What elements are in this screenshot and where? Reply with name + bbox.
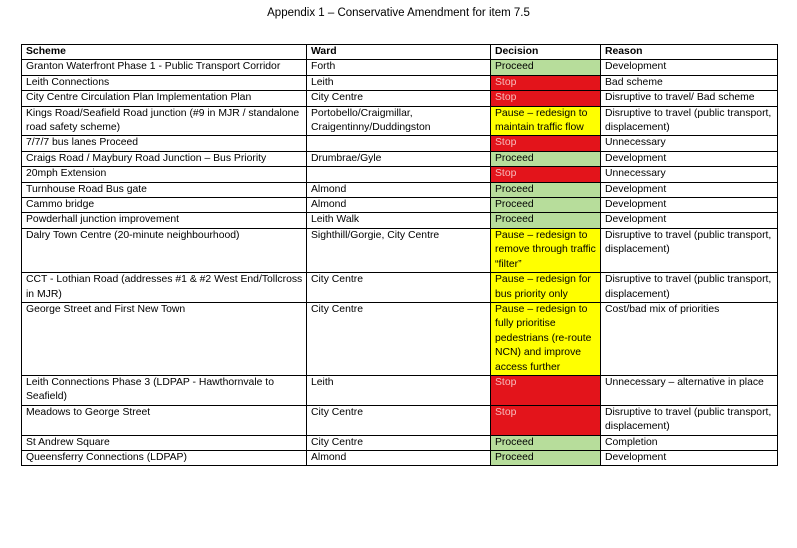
- decision-cell: Pause – redesign for bus priority only: [491, 273, 601, 303]
- ward-cell: City Centre: [307, 91, 491, 106]
- table-row: [22, 273, 778, 303]
- scheme-cell: 7/7/7 bus lanes Proceed: [22, 136, 307, 151]
- ward-cell: City Centre: [307, 435, 491, 450]
- ward-cell: Almond: [307, 182, 491, 197]
- scheme-cell: Dalry Town Centre (20-minute neighbourhood): [22, 228, 307, 272]
- ward-cell: [307, 136, 491, 151]
- schemes-table: [21, 44, 778, 466]
- table-row: [22, 91, 778, 106]
- reason-cell: Disruptive to travel (public transport, displacement): [601, 405, 778, 435]
- decision-cell: Pause – redesign to maintain traffic flow: [491, 106, 601, 136]
- ward-cell: Leith Walk: [307, 213, 491, 228]
- reason-cell: Development: [601, 198, 778, 213]
- scheme-cell: George Street and First New Town: [22, 302, 307, 375]
- ward-cell: City Centre: [307, 405, 491, 435]
- reason-cell: Unnecessary: [601, 136, 778, 151]
- table-row: [22, 151, 778, 166]
- decision-cell: Proceed: [491, 151, 601, 166]
- ward-cell: Sighthill/Gorgie, City Centre: [307, 228, 491, 272]
- table-row: [22, 75, 778, 90]
- scheme-cell: Kings Road/Seafield Road junction (#9 in MJR / standalone road safety scheme): [22, 106, 307, 136]
- table-row: [22, 60, 778, 75]
- decision-cell: Proceed: [491, 182, 601, 197]
- decision-cell: Stop: [491, 405, 601, 435]
- table-row: [22, 136, 778, 151]
- ward-cell: Leith: [307, 75, 491, 90]
- reason-cell: Disruptive to travel/ Bad scheme: [601, 91, 778, 106]
- reason-cell: Development: [601, 151, 778, 166]
- decision-cell: Stop: [491, 167, 601, 182]
- ward-cell: Leith: [307, 375, 491, 405]
- scheme-cell: St Andrew Square: [22, 435, 307, 450]
- reason-cell: Completion: [601, 435, 778, 450]
- decision-cell: Proceed: [491, 198, 601, 213]
- scheme-cell: City Centre Circulation Plan Implementation Plan: [22, 91, 307, 106]
- scheme-cell: Queensferry Connections (LDPAP): [22, 450, 307, 465]
- reason-cell: Disruptive to travel (public transport, displacement): [601, 228, 778, 272]
- decision-cell: Stop: [491, 91, 601, 106]
- reason-cell: Development: [601, 450, 778, 465]
- table-row: [22, 106, 778, 136]
- scheme-cell: Leith Connections Phase 3 (LDPAP - Hawthornvale to Seafield): [22, 375, 307, 405]
- decision-cell: Pause – redesign to fully prioritise pedestrians (re-route NCN) and improve access further: [491, 302, 601, 375]
- header-reason: Reason: [601, 45, 778, 60]
- ward-cell: Portobello/Craigmillar, Craigentinny/Duddingston: [307, 106, 491, 136]
- decision-cell: Proceed: [491, 435, 601, 450]
- table-row: [22, 302, 778, 375]
- decision-cell: Stop: [491, 375, 601, 405]
- scheme-cell: Powderhall junction improvement: [22, 213, 307, 228]
- reason-cell: Development: [601, 182, 778, 197]
- page-title: Appendix 1 – Conservative Amendment for item 7.5: [267, 7, 530, 19]
- ward-cell: Almond: [307, 450, 491, 465]
- scheme-cell: Craigs Road / Maybury Road Junction – Bus Priority: [22, 151, 307, 166]
- reason-cell: Unnecessary – alternative in place: [601, 375, 778, 405]
- scheme-cell: Meadows to George Street: [22, 405, 307, 435]
- ward-cell: City Centre: [307, 302, 491, 375]
- reason-cell: Development: [601, 60, 778, 75]
- decision-cell: Proceed: [491, 60, 601, 75]
- header-ward: Ward: [307, 45, 491, 60]
- table-row: [22, 375, 778, 405]
- table-row: [22, 405, 778, 435]
- reason-cell: Disruptive to travel (public transport, displacement): [601, 273, 778, 303]
- table-body: [22, 60, 778, 466]
- scheme-cell: Leith Connections: [22, 75, 307, 90]
- table-row: [22, 228, 778, 272]
- table-row: [22, 167, 778, 182]
- decision-cell: Proceed: [491, 213, 601, 228]
- scheme-cell: Turnhouse Road Bus gate: [22, 182, 307, 197]
- decision-cell: Stop: [491, 136, 601, 151]
- table-row: [22, 182, 778, 197]
- scheme-cell: CCT - Lothian Road (addresses #1 & #2 West End/Tollcross in MJR): [22, 273, 307, 303]
- ward-cell: Forth: [307, 60, 491, 75]
- decision-cell: Pause – redesign to remove through traffic “filter”: [491, 228, 601, 272]
- scheme-cell: Cammo bridge: [22, 198, 307, 213]
- table-row: [22, 450, 778, 465]
- reason-cell: Unnecessary: [601, 167, 778, 182]
- decision-cell: Proceed: [491, 450, 601, 465]
- table-row: [22, 213, 778, 228]
- header-scheme: Scheme: [22, 45, 307, 60]
- reason-cell: Disruptive to travel (public transport, displacement): [601, 106, 778, 136]
- reason-cell: Cost/bad mix of priorities: [601, 302, 778, 375]
- header-decision: Decision: [491, 45, 601, 60]
- table-row: [22, 435, 778, 450]
- ward-cell: Almond: [307, 198, 491, 213]
- decision-cell: Stop: [491, 75, 601, 90]
- scheme-cell: 20mph Extension: [22, 167, 307, 182]
- ward-cell: [307, 167, 491, 182]
- reason-cell: Bad scheme: [601, 75, 778, 90]
- ward-cell: City Centre: [307, 273, 491, 303]
- scheme-cell: Granton Waterfront Phase 1 - Public Transport Corridor: [22, 60, 307, 75]
- table-header-row: [22, 45, 778, 60]
- reason-cell: Development: [601, 213, 778, 228]
- ward-cell: Drumbrae/Gyle: [307, 151, 491, 166]
- table-row: [22, 198, 778, 213]
